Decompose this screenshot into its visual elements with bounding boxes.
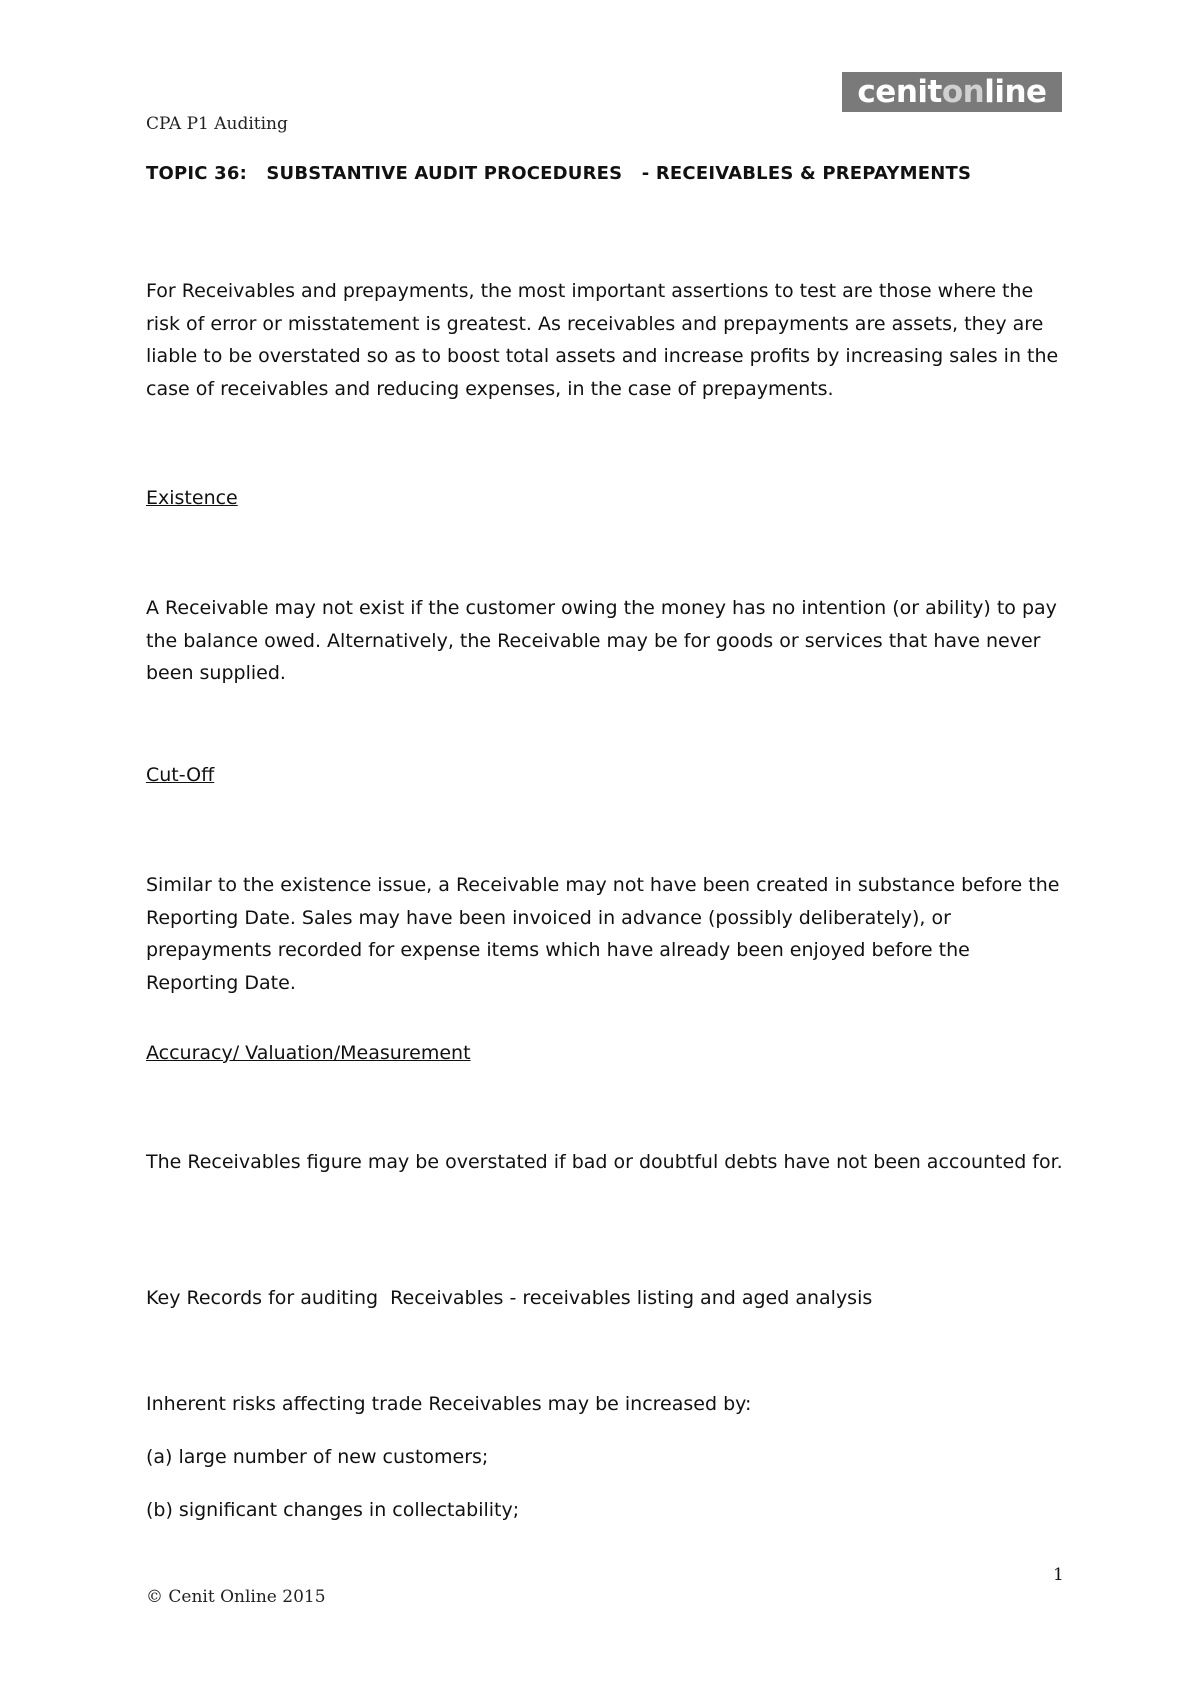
accuracy-paragraph: The Receivables figure may be overstated if bad or doubtful debts have not been accounted for. bbox=[146, 1151, 1063, 1173]
inherent-risks-line: Inherent risks affecting trade Receivables may be increased by: bbox=[146, 1393, 752, 1415]
cenit-online-logo bbox=[842, 72, 1062, 112]
existence-paragraph: A Receivable may not exist if the customer owing the money has no intention (or ability) to pay the balance owed. Alternatively, the Receivable may be for goods or services that have never been supplied. bbox=[146, 597, 1057, 684]
existence-heading: Existence bbox=[146, 487, 238, 509]
list-item: (a) large number of new customers; bbox=[146, 1446, 489, 1468]
logo-text-part3: line bbox=[984, 73, 1047, 110]
list-item: (b) significant changes in collectability; bbox=[146, 1499, 520, 1521]
accuracy-heading: Accuracy/ Valuation/Measurement bbox=[146, 1042, 471, 1064]
cutoff-paragraph: Similar to the existence issue, a Receivable may not have been created in substance before the Reporting Date. Sales may have been invoiced in advance (possibly deliberately), or prepayments recorded for expense items which have already been enjoyed before the Reporting Date. bbox=[146, 874, 1060, 994]
intro-paragraph: For Receivables and prepayments, the most important assertions to test are those where the risk of error or misstatement is greatest. As receivables and prepayments are assets, they are liable to be overstated so as to boost total assets and increase profits by increasing sales in the case of receivables and reducing expenses, in the case of prepayments. bbox=[146, 280, 1059, 400]
course-header: CPA P1 Auditing bbox=[146, 114, 288, 134]
cutoff-heading: Cut-Off bbox=[146, 764, 215, 786]
topic-title: TOPIC 36: SUBSTANTIVE AUDIT PROCEDURES - RECEIVABLES & PREPAYMENTS bbox=[146, 163, 972, 184]
logo-text-part1: cenit bbox=[857, 73, 942, 110]
page-number: 1 bbox=[1053, 1565, 1064, 1585]
key-records-line: Key Records for auditing Receivables - receivables listing and aged analysis bbox=[146, 1287, 873, 1309]
copyright-footer: © Cenit Online 2015 bbox=[146, 1587, 326, 1607]
logo-text-part2: on bbox=[941, 73, 985, 110]
